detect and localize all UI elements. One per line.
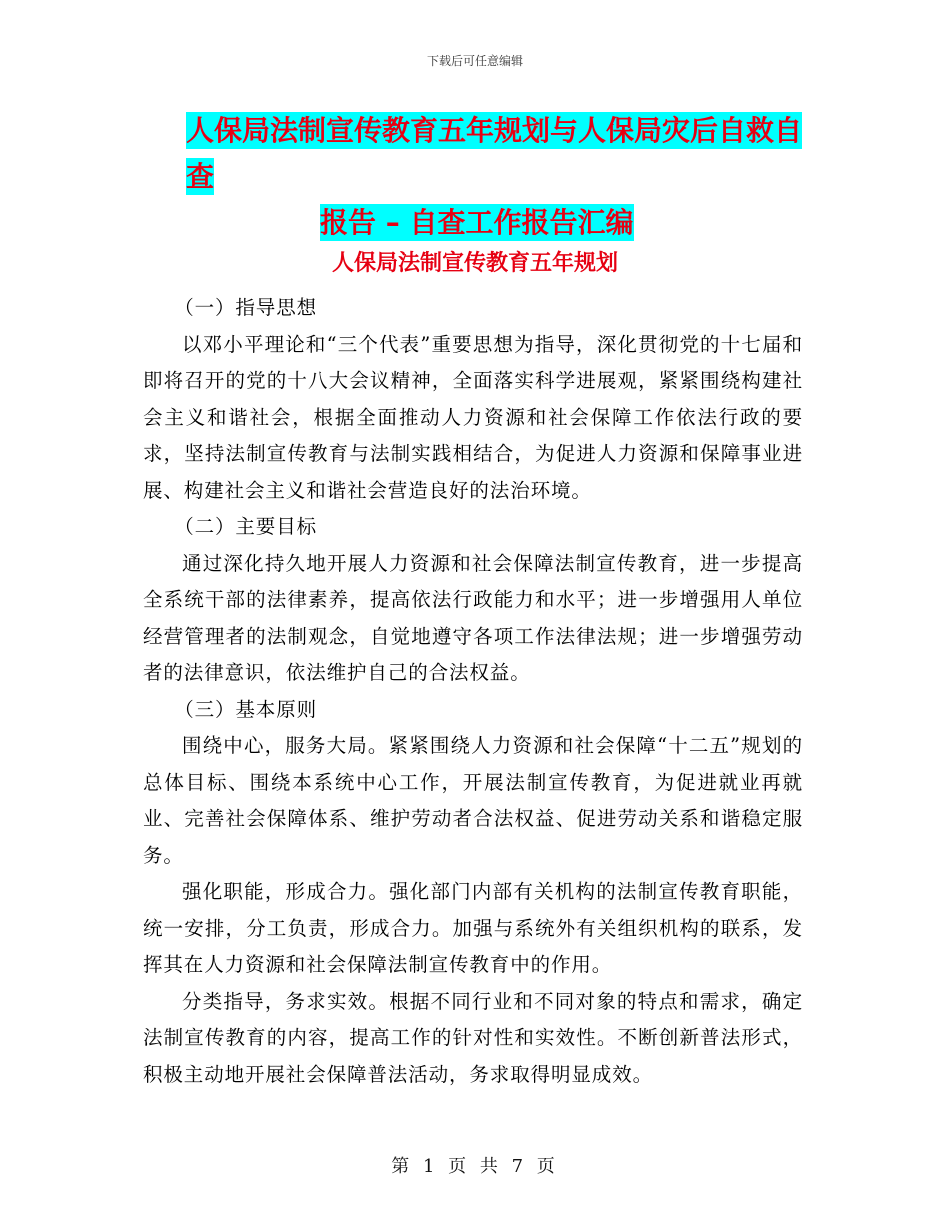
body-paragraph: 强化职能，形成合力。强化部门内部有关机构的法制宣传教育职能，统一安排，分工负责，形成合力。加强与系统外有关组织机构的联系，发挥其在人力资源和社会保障法制宣传教育中的作用。 [143, 880, 803, 976]
body-paragraph: 分类指导，务求实效。根据不同行业和不同对象的特点和需求，确定法制宣传教育的内容，提高工作的针对性和实效性。不断创新普法形式，积极主动地开展社会保障普法活动，务求取得明显成效。 [143, 989, 803, 1086]
document-title [186, 108, 816, 246]
document-title-line1: 人保局法制宣传教育五年规划与人保局灾后自救自查 [186, 114, 803, 193]
body-paragraph: 围绕中心，服务大局。紧紧围绕人力资源和社会保障“十二五”规划的总体目标、围绕本系统中心工作，开展法制宣传教育，为促进就业再就业、完善社会保障体系、维护劳动者合法权益、促进劳动关系和谐稳定服务。 [143, 734, 803, 867]
body-paragraph: 以邓小平理论和“三个代表”重要思想为指导，深化贯彻党的十七届和即将召开的党的十八大会议精神，全面落实科学进展观，紧紧围绕构建社会主义和谐社会，根据全面推动人力资源和社会保障工作依法行政的要求，坚持法制宣传教育与法制实践相结合，为促进人力资源和保障事业进展、构建社会主义和谐社会营造良好的法治环境。 [143, 332, 803, 502]
page-header-note: 下载后可任意编辑 [426, 54, 523, 68]
document-title-line2: 报告 – 自查工作报告汇编 [320, 206, 634, 239]
subheading-basic-principles: （三）基本原则 [174, 697, 317, 721]
page-number: 第 1 页 共 7 页 [391, 1156, 559, 1177]
section-title: 人保局法制宣传教育五年规划 [331, 251, 618, 276]
subheading-guiding-ideology: （一）指导思想 [174, 296, 317, 319]
body-paragraph: 通过深化持久地开展人力资源和社会保障法制宣传教育，进一步提高全系统干部的法律素养，提高依法行政能力和水平；进一步增强用人单位经营管理者的法制观念，自觉地遵守各项工作法律法规；进一步增强劳动者的法律意识，依法维护自己的合法权益。 [143, 551, 803, 684]
document-body [143, 290, 803, 1093]
subheading-main-goals: （二）主要目标 [174, 515, 317, 538]
